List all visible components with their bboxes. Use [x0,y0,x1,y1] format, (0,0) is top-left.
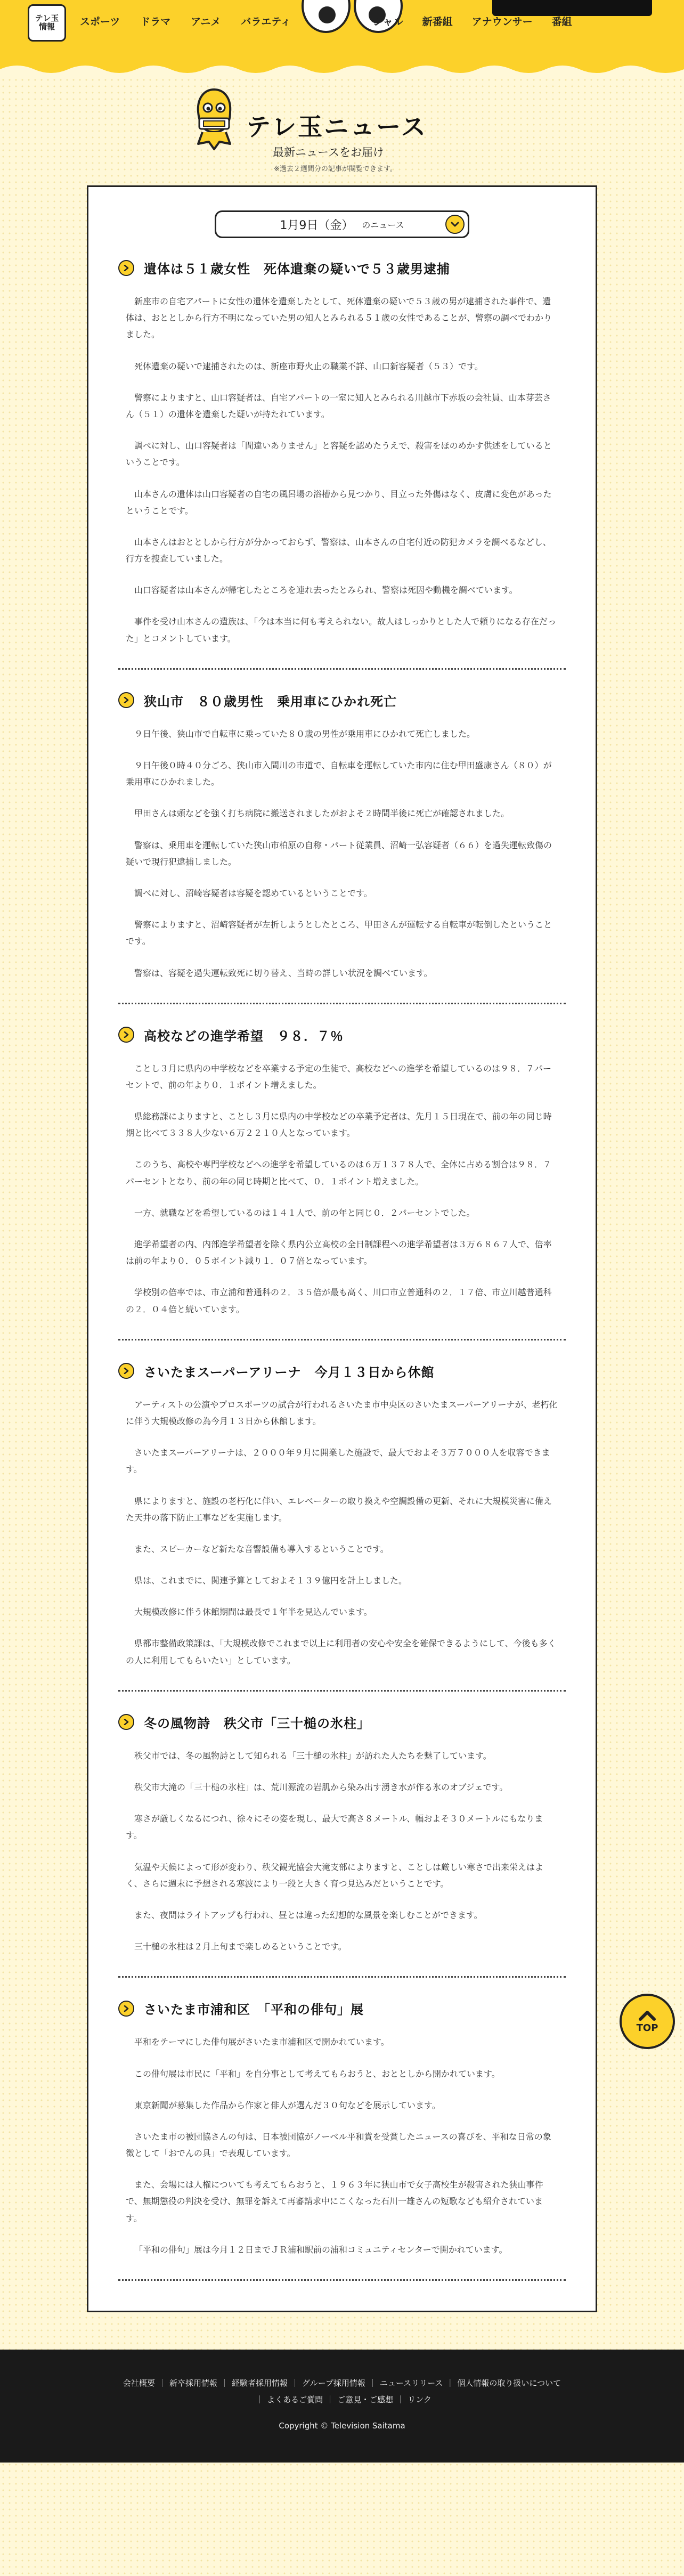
article-paragraph: 県は、これまでに、関連予算としておよそ１３９億円を計上しました。 [134,1575,408,1586]
article-paragraph: 県都市整備政策課は、「大規模改修でこれまで以上に利用者の安心や安全を確保できるようにして、今後も多くの人に利用してもらいたい」としています。 [126,1638,556,1665]
footer-link-links[interactable]: ｜ リンク [393,2394,431,2405]
nav-item-programs[interactable]: 番組 [551,16,572,28]
article-paragraph: 事件を受け山本さんの遺族は、「今は本当に何も考えられない。故人はしっかりとした人で頼りになる存在だった」とコメントしています。 [126,616,557,644]
nav-item-special[interactable]: シャル [373,16,403,28]
article-paragraph: 平和をテーマにした俳句展がさいたま市浦和区で開かれています。 [134,2037,389,2047]
article-paragraph: 寒さが厳しくなるにつれ、徐々にその姿を現し、最大で高さ８メートル、幅およそ３０メートルにもなります。 [126,1814,543,1841]
chevron-right-icon [118,692,134,708]
footer-link-new-grad[interactable]: ｜ 新卒採用情報 [155,2377,217,2388]
article-paragraph: アーティストの公演やプロスポーツの試合が行われるさいたま市中央区のさいたまスーパーアリーナが、老朽化に伴う大規模改修の為今月１３日から休館します。 [126,1399,558,1426]
site-logo[interactable] [28,4,66,42]
nav-item-new-programs[interactable]: 新番組 [422,16,453,28]
article-paragraph: 東京新聞が募集した作品から作家と俳人が選んだ３０句などを展示しています。 [134,2100,441,2110]
nav-item-drama[interactable]: ドラマ [140,16,171,28]
news-article [118,1026,566,1340]
article-body [118,1748,566,1955]
article-body [118,293,566,647]
date-selector[interactable] [215,210,469,238]
chevron-down-icon[interactable] [445,215,465,234]
main-nav-left [80,14,291,28]
article-paragraph: 「平和の俳句」展は今月１２日までＪＲ浦和駅前の浦和コミュニティセンターで開かれています。 [134,2244,508,2255]
logo-text: テレ玉 情報 [35,13,59,31]
article-header [118,1713,566,1732]
article-paragraph: このうち、高校や専門学校などへの進学を希望しているのは６万１３７８人で、全体に占める割合は９８．７パーセントとなり、前の年の同じ時期と比べて、０．１ポイント増えました。 [126,1159,552,1187]
site-header [0,0,684,79]
article-paragraph: この俳句展は市民に「平和」を自分事として考えてもらおうと、おととしから開かれています。 [134,2068,500,2079]
article-title: さいたまスーパーアリーナ 今月１３日から休館 [144,1364,435,1380]
article-paragraph: 秩父市では、冬の風物詩として知られる「三十槌の氷柱」が訪れた人たちを魅了しています。 [134,1750,492,1761]
article-paragraph: 調べに対し、山口容疑者は「間違いありません」と容疑を認めたうえで、殺害をほのめかす供述をしているということです。 [126,441,552,468]
article-paragraph: 警察は、容疑を過失運転致死に切り替え、当時の詳しい状況を調べています。 [134,968,433,978]
nav-item-anime[interactable]: アニメ [191,16,221,28]
article-paragraph: 山口容疑者は山本さんが帰宅したところを連れ去ったとみられ、警察は死因や動機を調べています。 [134,585,518,596]
news-article [118,1362,566,1692]
article-title: さいたま市浦和区 「平和の俳句」展 [144,2002,364,2018]
nav-item-variety[interactable]: バラエティ [241,16,291,28]
article-paragraph: ９日午後、狭山市で自転車に乗っていた８０歳の男性が乗用車にひかれて死亡しました。 [134,728,476,739]
header-wave-divider [0,60,684,79]
date-suffix: のニュース [362,220,404,230]
back-to-top-label: TOP [636,2022,658,2034]
article-paragraph: また、会場には人権についても考えてもらおうと、１９６３年に狭山市で女子高校生が殺害された狭山事件で、無期懲役の判決を受け、無罪を訴えて再審請求中にこくなった石川一雄さんの短歌なども紹介されています。 [126,2180,543,2223]
chevron-right-icon [118,2001,134,2017]
left-eye [302,0,351,33]
chevron-right-icon [118,1363,134,1379]
nav-item-announcers[interactable]: アナウンサー [471,16,533,28]
article-paragraph: 三十槌の氷柱は２月上旬まで楽しめるということです。 [134,1941,347,1952]
news-title-area [0,79,684,185]
date-selector-wrap [118,210,566,238]
footer-links [108,2377,576,2405]
article-header [118,258,566,277]
article-body [118,1396,566,1669]
article-title: 遺体は５１歳女性 死体遺棄の疑いで５３歳男逮捕 [144,262,450,277]
back-to-top-button[interactable] [620,1994,675,2049]
footer-link-faq[interactable]: ｜ よくあるご質問 [253,2394,323,2405]
chevron-right-icon [118,1714,134,1730]
article-paragraph: 調べに対し、沼崎容疑者は容疑を認めているということです。 [134,888,372,898]
article-body [118,2034,566,2258]
article-paragraph: 警察は、乗用車を運転していた狭山市柏原の自称・パート従業員、沼崎一弘容疑者（６６）を過失運転致傷の疑いで現行犯逮捕しました。 [126,840,552,867]
article-paragraph: ９日午後０時４０分ごろ、狭山市入間川の市道で、自転車を運転していた市内に住む甲田盛康さん（８０）が乗用車にひかれました。 [126,760,552,787]
article-title: 狭山市 ８０歳男性 乗用車にひかれ死亡 [144,694,397,709]
article-paragraph: 甲田さんは頭などを強く打ち病院に搬送されましたがおよそ２時間半後に死亡が確認されました。 [134,808,510,819]
article-header [118,1999,566,2018]
selected-date: 1月9日（金） [280,218,354,232]
article-header [118,691,566,710]
article-title: 高校などの進学希望 ９８．７％ [144,1028,344,1044]
footer-link-privacy[interactable]: ｜ 個人情報の取り扱いについて [443,2377,561,2388]
article-paragraph: 大規模改修に伴う休館期間は最長で１年半を見込んでいます。 [134,1607,372,1618]
nav-item-sports[interactable]: スポーツ [80,16,120,28]
footer-link-group-recruit[interactable]: ｜ グループ採用情報 [288,2377,365,2388]
article-paragraph: さいたま市の被団協さんの句は、日本被団協がノーベル平和賞を受賞したニュースの喜びを、平和な日常の象徴として「おでんの具」で表現しています。 [126,2131,551,2159]
footer-link-company[interactable]: 会社概要 [123,2378,155,2388]
article-list [118,258,566,2281]
article-paragraph: 県総務課によりますと、ことし３月に県内の中学校などの卒業予定者は、先月１５日現在で、前の年の同じ時期と比べて３３８人少ない６万２２１０人となっています。 [126,1111,552,1139]
page-title: テレ玉ニュース [246,112,427,141]
chevron-right-icon [118,260,134,276]
article-paragraph: また、スピーカーなど新たな音響設備も導入するということです。 [134,1543,389,1554]
article-header [118,1362,566,1380]
article-paragraph: 死体遺棄の疑いで逮捕されたのは、新座市野火止の職業不詳、山口新容疑者（５３）です。 [134,361,483,371]
archive-note: ※過去２週間分の記事が閲覧できます。 [274,165,397,173]
footer-link-news-release[interactable]: ｜ ニュースリリース [365,2377,443,2388]
footer-link-career[interactable]: ｜ 経験者採用情報 [217,2377,288,2388]
article-paragraph: 学校別の倍率では、市立浦和普通科の２．３５倍が最も高く、川口市立普通科の２．１７倍、市立川越普通科の２．０４倍と続いています。 [126,1287,552,1314]
copyright: Copyright © Television Saitama [279,2421,405,2431]
chevron-up-icon [638,2010,656,2021]
article-paragraph: さいたまスーパーアリーナは、２０００年９月に開業した施設で、最大でおよそ３万７０００人を収容できます。 [126,1448,550,1475]
article-paragraph: ことし３月に県内の中学校などを卒業する予定の生徒で、高校などへの進学を希望しているのは９８．７パーセントで、前の年より０．１ポイント増えました。 [126,1063,552,1090]
article-paragraph: また、夜間はライトアップも行われ、昼とは違った幻想的な風景を楽しむことができます。 [134,1909,483,1920]
left-pupil [319,6,336,23]
news-article [118,258,566,670]
page-subtitle: 最新ニュースをお届け [273,146,384,159]
article-header [118,1026,566,1044]
site-footer [0,2350,684,2463]
news-panel [87,185,597,2312]
main-nav-right [373,14,572,28]
article-title: 冬の風物詩 秩父市「三十槌の氷柱」 [144,1716,370,1731]
news-article [118,1713,566,1978]
article-body [118,726,566,981]
article-paragraph: 山本さんはおととしから行方が分かっておらず、警察は、山本さんの自宅付近の防犯カメラを調べるなどし、行方を捜査していました。 [126,537,551,564]
article-paragraph: 秩父市大滝の「三十槌の氷柱」は、荒川源流の岩肌から染み出す湧き水が作る氷のオブジェです。 [134,1782,508,1792]
footer-link-feedback[interactable]: ｜ ご意見・ご感想 [323,2394,393,2405]
mascot-icon [188,86,241,150]
news-article [118,691,566,1004]
article-body [118,1060,566,1318]
news-article [118,1999,566,2281]
article-paragraph: 山本さんの遺体は山口容疑者の自宅の風呂場の浴槽から見つかり、目立った外傷はなく、皮膚に変色があったということです。 [126,489,552,516]
article-paragraph: 県によりますと、施設の老朽化に伴い、エレベーターの取り換えや空調設備の更新、それに大規模災害に備えた天井の落下防止工事などを実施します。 [126,1496,552,1523]
article-paragraph: 進学希望者の内、内部進学希望者を除く県内公立高校の全日制課程への進学希望者は３万６８６７人で、倍率は前の年より０．０５ポイント減り１．０７倍となっています。 [126,1239,552,1266]
article-paragraph: 警察によりますと、沼崎容疑者が左折しようとしたところ、甲田さんが運転する自転車が転倒したということです。 [126,920,552,947]
article-paragraph: 新座市の自宅アパートに女性の遺体を遺棄したとして、死体遺棄の疑いで５３歳の男が逮捕された事件で、遺体は、おととしから行方不明になっていた男の知人とみられる５１歳の女性であることが、警察の調べでわかりました。 [126,296,552,340]
article-paragraph: 気温や天候によって形が変わり、秩父観光協会大滝支部によりますと、ことしは厳しい寒さで出来栄えはよく、さらに週末に予想される寒波により一段と大きく育つ見込みだということです。 [126,1862,544,1889]
article-paragraph: 警察によりますと、山口容疑者は、自宅アパートの一室に知人とみられる川越市下赤坂の会社員、山本芽芸さん（５１）の遺体を遺棄した疑いが持たれています。 [126,392,551,419]
header-utility-bar[interactable] [492,0,652,16]
article-paragraph: 一方、就職などを希望しているのは１４１人で、前の年と同じ０．２パーセントでした。 [134,1207,475,1218]
chevron-right-icon [118,1027,134,1043]
